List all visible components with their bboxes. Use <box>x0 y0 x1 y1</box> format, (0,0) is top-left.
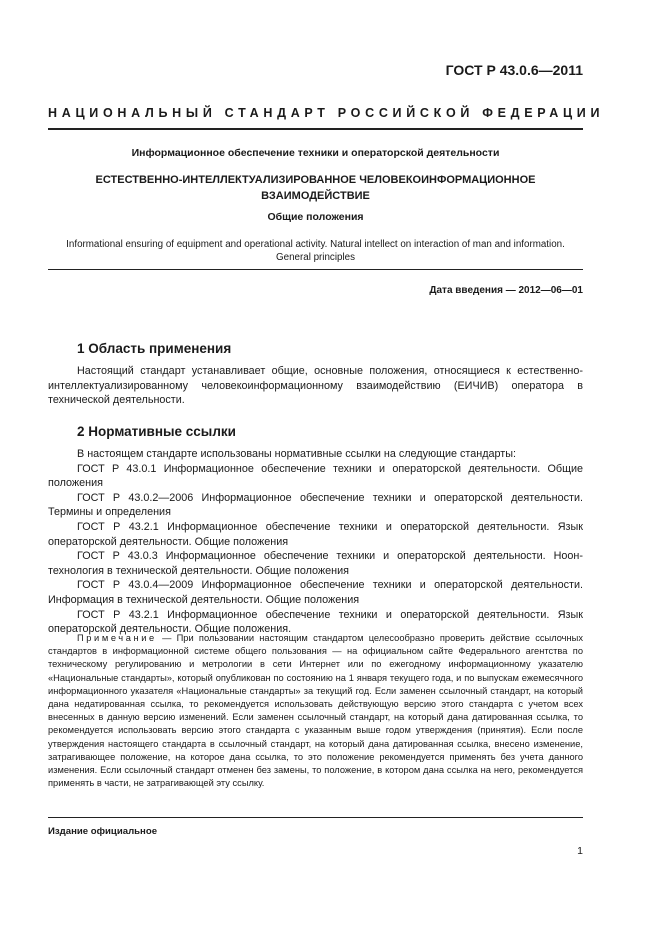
english-title-line-2: General principles <box>276 252 355 263</box>
introduction-date: Дата введения — 2012—06—01 <box>429 285 583 296</box>
reference-item: ГОСТ Р 43.2.1 Информационное обеспечение техники и операторской деятельности. Язык операторской деятельности. Общие положения <box>48 520 583 548</box>
header-divider <box>48 128 583 130</box>
standard-code: ГОСТ Р 43.0.6—2011 <box>445 62 583 78</box>
note-label: Примечание <box>77 633 157 643</box>
title-divider <box>48 269 583 270</box>
section-1-heading: 1 Область применения <box>77 341 232 356</box>
english-title-line-1: Informational ensuring of equipment and operational activity. Natural intellect on interaction of man and information. <box>66 239 565 250</box>
reference-item: ГОСТ Р 43.0.4—2009 Информационное обеспечение техники и операторской деятельности. Информация в технической деятельности. Общие положения <box>48 579 583 606</box>
section-2-heading: 2 Нормативные ссылки <box>77 424 236 439</box>
edition-label: Издание официальное <box>48 826 158 837</box>
page-number: 1 <box>577 845 583 857</box>
english-title <box>48 238 583 264</box>
subject-line: Информационное обеспечение техники и операторской деятельности <box>131 147 500 159</box>
section-1-body <box>48 364 583 408</box>
subtitle: Общие положения <box>267 211 364 223</box>
footer-divider <box>48 817 583 818</box>
section-2-body <box>48 447 583 637</box>
title-line-2: ВЗАИМОДЕЙСТВИЕ <box>261 190 370 202</box>
note-text: — При пользовании настоящим стандартом целесообразно проверить действие ссылочных стандартов в информационной системе общего пользования — на официальном сайте Федерального агентства по техническому регулированию и метрологии в сети Интернет или по ежегодному информационному указателю «Национальные стандарты», который опубликован по состоянию на 1 января текущего года, и по выпускам ежемесячного информационного указателя «Национальные стандарты» за текущий год. Если заменен ссылочный стандарт, на который дана недатированная ссылка, то рекомендуется использовать действующую версию этого стандарта с учетом всех внесенных в данную версию изменений. Если заменен ссылочный стандарт, на который дана датированная ссылка, то рекомендуется использовать версию этого стандарта с указанным выше годом утверждения (принятия). Если после утверждения настоящего стандарта в ссылочный стандарт, на который дана датированная ссылка, внесено изменение, затрагивающее положение, на которое дана ссылка, то это положение рекомендуется применять без учета данного изменения. Если ссылочный стандарт отменен без замены, то положение, в котором дана ссылка на него, рекомендуется применять в части, не затрагивающей эту ссылку. <box>48 633 583 789</box>
title-line-1: ЕСТЕСТВЕННО-ИНТЕЛЛЕКТУАЛИЗИРОВАННОЕ ЧЕЛОВЕКОИНФОРМАЦИОННОЕ <box>95 174 536 186</box>
section-1-text: Настоящий стандарт устанавливает общие, основные положения, относящиеся к естественно-интеллектуализированному человекоинформационному взаимодействию (ЕИЧИВ) оператора в технической деятельности. <box>48 365 583 407</box>
reference-item: ГОСТ Р 43.0.3 Информационное обеспечение техники и операторской деятельности. Ноон-технология в технической деятельности. Общие положения <box>48 550 583 577</box>
reference-item: ГОСТ Р 43.0.1 Информационное обеспечение техники и операторской деятельности. Общие положения <box>48 462 583 490</box>
national-standard-heading: НАЦИОНАЛЬНЫЙ СТАНДАРТ РОССИЙСКОЙ ФЕДЕРАЦИИ <box>48 106 605 120</box>
reference-item: ГОСТ Р 43.2.1 Информационное обеспечение техники и операторской деятельности. Язык операторской деятельности. Общие положения. <box>48 608 583 636</box>
section-2-intro: В настоящем стандарте использованы нормативные ссылки на следующие стандарты: <box>77 448 516 460</box>
note-paragraph <box>48 632 583 790</box>
document-title <box>48 172 583 204</box>
reference-item: ГОСТ Р 43.0.2—2006 Информационное обеспечение техники и операторской деятельности. Термины и определения <box>48 491 583 519</box>
